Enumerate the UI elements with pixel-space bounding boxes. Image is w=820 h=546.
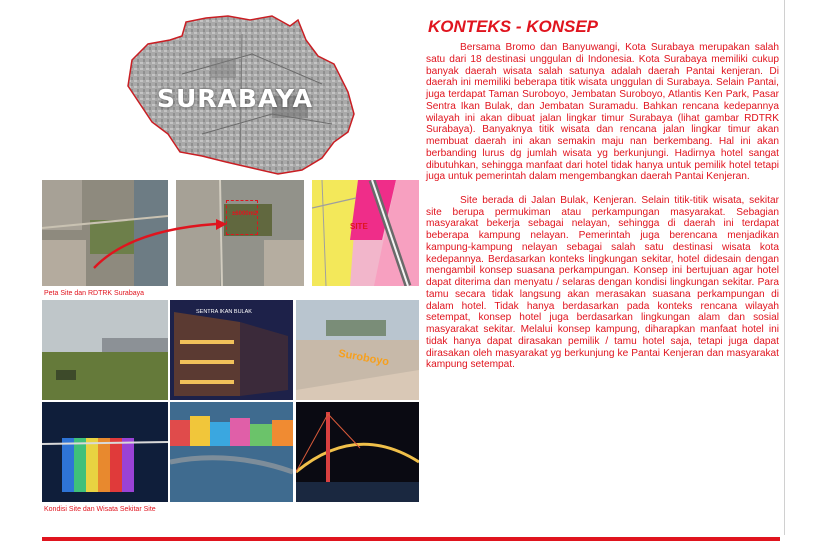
photo-rainbow-fountain-bridge — [42, 402, 168, 502]
rdtrk-zoning-map — [312, 180, 419, 286]
paragraph-concept: Site berada di Jalan Bulak, Kenjeran. Selain titik-titik wisata, sekitar site berupa permukiman atau perkampungan masyarakat. Sebagian masyarakat bekerja sebagai nelayan, sehingga di daerah ini terdapat beberapa kampung nelayan. Pemerintah juga berencana menjadikan kampung-kampung nelayan sebagai salah satu destinasi wisata kota kedepannya. Berdasarkan konteks lingkungan sekitar, hotel didesain dengan mengambil konsep suasana perkampungan. Konsep ini bertujuan agar hotel dapat diterima dan menyatu / selaras dengan kondisi lingkungan sekitar. Para tamu secara tidak langsung akan merasakan suasana perkampungan di dalam hotel. Tidak hanya berdasarkan pada konteks rencana wilayah setempat, konsep hotel juga berdasarkan lingkungan alam dan sosial masyarakat sekitar. Melalui konsep kampung, diharapkan manfaat hotel ini tidak hanya dapat dirasakan pemilik / tamu hotel saja, tetapi juga dapat dirasakan oleh masyarakat yg berkunjung ke Pantai Kenjeran dan masyarakat kampung setempat. — [426, 194, 779, 371]
caption-site-maps: Peta Site dan RDTRK Surabaya — [44, 290, 144, 297]
photo-colorful-kampung — [170, 402, 293, 502]
map-city-label: SURABAYA — [157, 84, 313, 113]
body-text — [426, 42, 779, 371]
section-title: KONTEKS - KONSEP — [428, 17, 599, 36]
caption-site-conditions: Kondisi Site dan Wisata Sekitar Site — [44, 506, 156, 513]
suroboyo-sign-text: Suroboyo — [337, 347, 390, 369]
site-boundary-outline — [226, 200, 258, 235]
site-pointer-arrow — [90, 212, 230, 272]
bottom-accent-bar — [42, 537, 780, 541]
site-area-label: ±6000m2 — [232, 211, 258, 217]
sentra-sign-text: SENTRA IKAN BULAK — [196, 309, 252, 315]
paragraph-context: Bersama Bromo dan Banyuwangi, Kota Surabaya merupakan salah satu dari 18 destinasi unggulan di Indonesia. Kota Surabaya memiliki cukup banyak daerah wisata salah satunya adalah daerah Pantai kenjeran. Di daerah ini memiliki beberapa titik wisata unggulan di Surabaya. Selain Pantai, juga terdapat Taman Suroboyo, Jembatan Suroboyo, Atlantis Ken Park, Pasar Sentra Ikan Bulak, dan Jembatan Suramadu. Bahkan rencana kedepannya wilayah ini akan dibuat jalan lingkar timur Surabaya (lihat gambar RDTRK Surabaya). Banyaknya titik wisata dan rencana jalan lingkar timur akan membuat daerah ini akan semakin maju nan berkembang. Hal ini akan berbanding lurus dg jumlah wisata yg berkunjungi. Hadirnya hotel sangat dibutuhkan, sehingga manfaat dari hotel tidak hanya untuk pemilik hotel tetapi juga untuk pemerintah dalam mengembangkan daerah Pantai Kenjeran. — [426, 42, 779, 183]
photo-suramadu-bridge-night — [296, 402, 419, 502]
photo-sentra-ikan-bulak — [170, 300, 293, 400]
photo-site-condition — [42, 300, 168, 400]
page-divider-line — [784, 0, 785, 535]
rdtrk-site-label: SITE — [350, 222, 368, 231]
